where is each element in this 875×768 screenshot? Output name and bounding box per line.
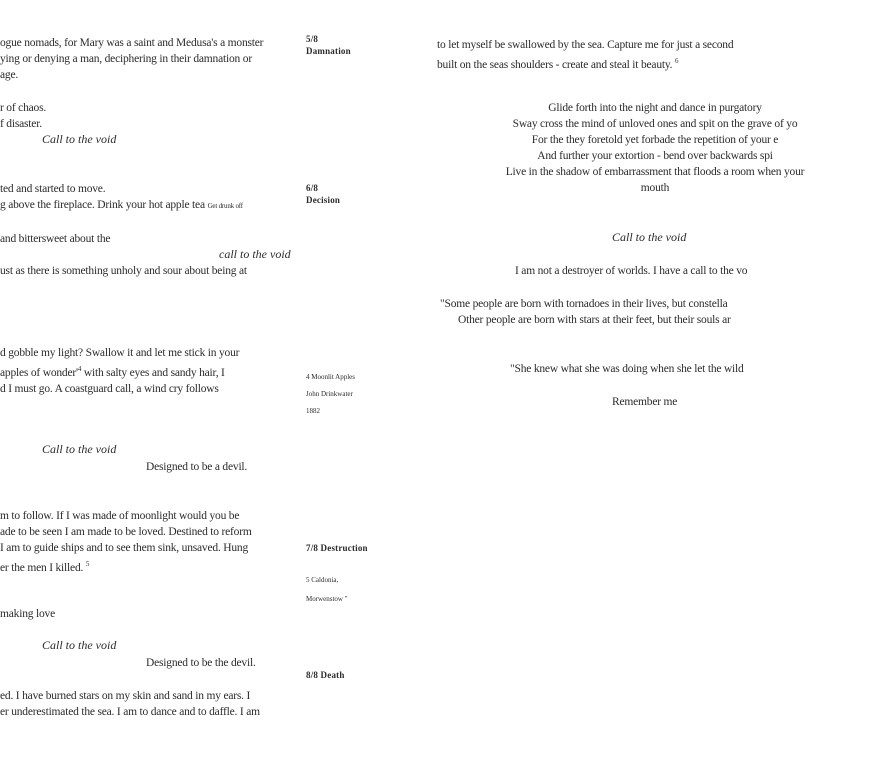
poem-line: For the they foretold yet forbade the repetition of your e — [531, 134, 779, 146]
text-line: to let myself be swallowed by the sea. Capture me for just a second — [437, 39, 734, 51]
text-line: r of chaos. — [0, 102, 47, 114]
call-to-the-void-1: Call to the void — [42, 132, 117, 146]
designed-devil-1: Designed to be a devil. — [146, 461, 248, 473]
destroyer-line: I am not a destroyer of worlds. I have a call to the vo — [515, 265, 748, 277]
call-to-the-void-3: Call to the void — [42, 442, 117, 456]
right-paragraph-1 — [437, 37, 733, 73]
section-5-heading — [306, 33, 351, 57]
text-line: ogue nomads, for Mary was a saint and Medusa's a monster — [0, 37, 264, 49]
inline-note: Get drunk off — [207, 202, 243, 210]
text-line: ying or denying a man, deciphering in their damnation or — [0, 53, 252, 65]
poem-block — [435, 100, 875, 196]
text-line: er the men I killed. $^5$ — [0, 560, 90, 574]
section-7-heading: 7/8 Destruction — [306, 543, 368, 553]
section-number: 5/8 — [306, 34, 319, 44]
left-paragraph-5 — [0, 345, 239, 397]
reference-number: 4 — [306, 373, 310, 381]
poem-line: mouth — [640, 182, 670, 194]
poem-line: Glide forth into the night and dance in purgatory — [548, 102, 762, 114]
remember-me: Remember me — [612, 396, 678, 408]
section-title: Decision — [306, 195, 341, 205]
reference-5 — [306, 571, 348, 609]
call-to-the-void-5: Call to the void — [612, 230, 687, 244]
reference-title: Moonlit Apples — [311, 373, 356, 381]
left-paragraph-4-line-1: and bittersweet about the — [0, 233, 111, 245]
left-paragraph-3 — [0, 181, 243, 213]
text-line: "Some people are born with tornadoes in their lives, but constella — [440, 298, 728, 310]
section-number: 6/8 — [306, 183, 319, 193]
left-paragraph-2 — [0, 100, 46, 132]
reference-place: Caldonia, — [311, 576, 339, 584]
text-line: apples of $wonder'^4$ with salty eyes and sandy hair, I — [0, 365, 225, 379]
reference-place-2: Morwenstow " — [306, 595, 348, 603]
quote-1 — [440, 296, 731, 328]
text-line: Other people are born with stars at their feet, but their souls ar — [458, 314, 731, 326]
text-line: ed. I have burned stars on my skin and sand in my ears. I — [0, 690, 251, 702]
reference-4 — [306, 369, 355, 420]
quote-2: "She knew what she was doing when she let the wild — [510, 363, 744, 375]
footnote-marker: 6 — [675, 57, 679, 65]
poem-line: And further your extortion - bend over backwards spi — [537, 150, 773, 162]
text-line: f disaster. — [0, 118, 42, 130]
call-to-the-void-2: call to the void — [219, 247, 291, 261]
text-line: I am to guide ships and to see them sink, unsaved. Hung — [0, 542, 249, 554]
reference-year: 1882 — [306, 407, 320, 415]
footnote-marker: 5 — [85, 560, 90, 568]
text-line: g above the fireplace. Drink your hot apple tea Get drunk off — [0, 199, 243, 211]
reference-number: 5 — [306, 576, 310, 584]
section-title: Damnation — [306, 46, 351, 56]
text-line: er underestimated the sea. I am to dance and to daffle. I am — [0, 706, 260, 718]
call-to-the-void-4: Call to the void — [42, 638, 117, 652]
text-line: age. — [0, 69, 19, 81]
designed-devil-2: Designed to be the devil. — [146, 657, 256, 669]
section-8-heading: 8/8 Death — [306, 670, 345, 680]
text-line: d I must go. A coastguard call, a wind cry follows — [0, 382, 219, 395]
left-paragraph-7: making love — [0, 608, 55, 620]
text-line: m to follow. If I was made of moonlight would you be — [0, 510, 240, 522]
section-6-heading — [306, 182, 340, 206]
text-line: d gobble my light? Swallow it and let me stick in your — [0, 347, 240, 359]
left-paragraph-6 — [0, 508, 252, 576]
reference-author: John Drinkwater — [306, 390, 353, 398]
footnote-marker: 4 — [77, 365, 82, 373]
left-paragraph-1 — [0, 35, 263, 83]
left-paragraph-4-line-2: ust as there is something unholy and sour about being at — [0, 265, 247, 277]
poem-line: Sway cross the mind of unloved ones and spit on the grave of yo — [512, 118, 798, 130]
text-line: ade to be seen I am made to be loved. Destined to reform — [0, 526, 252, 538]
left-paragraph-8 — [0, 688, 260, 720]
text-line: built on the seas shoulders - create and steal it beauty. $^6$ — [437, 57, 679, 71]
poem-line: Live in the shadow of embarrassment that floods a room when your — [505, 166, 805, 178]
text-line: ted and started to move. — [0, 183, 106, 195]
